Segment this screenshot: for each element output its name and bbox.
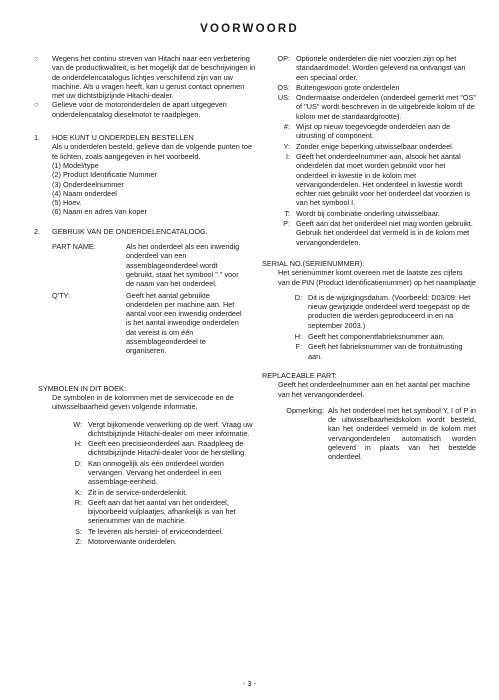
symbol-row: Y: Zonder enige beperking uitwisselbaar onderdeel.	[283, 141, 454, 151]
section-2-heading: 2. GEBRUIK VAN DE ONDERDELENCATALOOG.	[34, 226, 208, 236]
serial-row: F: Geeft het fabrieksnummer van de frontuitrusting aan.	[295, 342, 463, 361]
symbol-row: OP: Optionele onderdelen die niet voorzien zijn op het standaardmodel. Worden geleverd na ontvangst van een speciaal order.	[277, 54, 466, 82]
symbol-row: S: Te leveren als herstel- of erviceonderdeel.	[75, 526, 224, 536]
page-title: VOORWOORD	[200, 23, 299, 35]
symbol-row: W: Vergt bijkomende verwerking op de werf. Vraag uw dichtstbijzijnde Hitachi-dealer om meer informatie.	[73, 419, 253, 438]
list-item: (2) Product Identificatie Nummer	[52, 170, 158, 180]
replaceable-heading: REPLACEABLE PART:	[262, 370, 337, 380]
symbol-row: P: Geeft aan dat het onderdeel niet mag worden gebruikt. Gebruik het onderdeel dat vermeld is in de kolom met vervangonderdelen.	[283, 219, 473, 247]
symbols-intro: De symbolen in de kolommen met de servicecode en de uitwisselbaarheid geven volgende informatie.	[52, 392, 234, 412]
symbol-row: Z: Motorverwante onderdelen.	[75, 537, 177, 547]
symbol-row: OS: Buitengewoon grote onderdelen	[277, 82, 400, 92]
section-1-text: Als u onderdelen besteld, gelieve dan de volgende punten toe te lichten, zoals aangegeven in het voorbeeld.	[52, 142, 253, 161]
symbol-row: T: Wordt bij combinatie onderling uitwisselbaar.	[284, 208, 440, 218]
symbol-row: I: Geeft het onderdeelnummer aan, alsook het aantal onderdelen dat moet worden gebruikt voor het onderdeel in kwestie in de kolom met vervangonderdelen. Het onderdeel in kwestie wordt echter niet gebruikt voor het onderdeel dat voorzien is van het symbool I.	[285, 151, 471, 208]
symbol-row: H: Geeft een precisieonderdeel aan. Raadpleeg de dichtstbijzijnde Hitachi-dealer voor de herstelling.	[74, 439, 247, 458]
serial-text: Het serienummer komt overeen met de laatste zes cijfers van de PIN (Product Identificatienummer) op het naamplaatje	[278, 268, 476, 287]
list-item: (3) Onderdeelnummer	[52, 179, 124, 189]
definition-qty: Q'TY: Geeft het aantal gebruikte onderdelen per machine aan. Het aantal voor een inwendig onderdeel is het aantal inwendige onderdelen dat vereist is om één assemblageonderdeel te organiseren.	[52, 290, 242, 356]
intro-paragraph-1: ○ Wegens het continu streven van Hitachi naar een verbetering van de productkwaliteit, is het mogelijk dat de beschrijvingen in de onderdelencatalogus lichtjes verschillend zijn van uw machine. Als u vragen heeft, kan u gerust contact opnemen met uw dichtstbijzijnde Hitachi-dealer.	[34, 54, 256, 101]
page-number: - 3 -	[242, 679, 257, 688]
symbol-row: US: Ondermaatse onderdelen (onderdeel gemerkt met "OS" of "US" wordt beschreven in de uitgebreide kolom of de kolom met de standaardgrootte).	[277, 93, 476, 121]
note-row: Opmerking: Als het onderdeel met het symbool Y, I of P in de uitwisselbaarheidskolom wordt besteld, kan het onderdeel vermeld in de kolom met vervangonderdelen automatisch worden geleverd in plaats van het bestelde onderdeel.	[286, 405, 476, 462]
serial-row: D: Dit is de wijzigingsdatum. (Voorbeeld: D03/09: Het nieuw gewijzigde onderdeel werd toegepast op de producten die werden geproduceerd in en na september 2003.)	[294, 292, 471, 330]
left-column	[34, 54, 256, 546]
serial-row: H: Geeft het componentfabrieksnummer aan.	[294, 332, 445, 342]
replaceable-text: Geeft het onderdeelnummer aan en het aantal per machine van het vervangonderdeel.	[278, 380, 470, 399]
order-item-list	[34, 161, 256, 217]
definition-part-name: PART NAME: Als het onderdeel als een inwendig onderdeel van een assemblageonderdeel wordt gebruikt, staat het symbool "." voor de naam van het onderdeel.	[52, 242, 240, 289]
symbols-heading: SYMBOLEN IN DIT BOEK:	[38, 383, 126, 393]
section-1-heading: 1. HOE KUNT U ONDERDELEN BESTELLEN	[34, 133, 194, 143]
right-column	[262, 54, 476, 462]
intro-paragraph-2: ○ Gelieve voor de motoronderdelen de apart uitgegeven onderdelencatalog dieselmotor te raadplegen.	[34, 100, 227, 119]
list-item: (4) Naam onderdeel	[52, 188, 117, 198]
list-item: (5) Hoev.	[52, 198, 82, 208]
symbol-row: D: Kan onmogelijk als één onderdeel worden vervangen. Vervang het onderdeel in een assemblage-eenheid.	[74, 458, 224, 487]
serial-heading: SERIAL NO.(SERIENUMMER):	[262, 258, 365, 268]
symbol-row: K: Zit in de service-onderdelenkit.	[75, 487, 188, 497]
symbol-row: #: Wijst op nieuw toegevoegde onderdelen aan de uitrusting of component.	[283, 122, 451, 141]
bullet-circle-icon: ○	[34, 54, 39, 63]
list-item: (1) Model/type	[52, 160, 99, 170]
symbol-row: R: Geeft aan dat het aantal van het onderdeel, bijvoorbeeld vulplaatjes, afhankelijk is van het serienummer van de machine.	[74, 497, 236, 526]
list-item: (6) Naam en adres van koper	[52, 207, 147, 217]
bullet-circle-icon: ○	[34, 100, 39, 110]
